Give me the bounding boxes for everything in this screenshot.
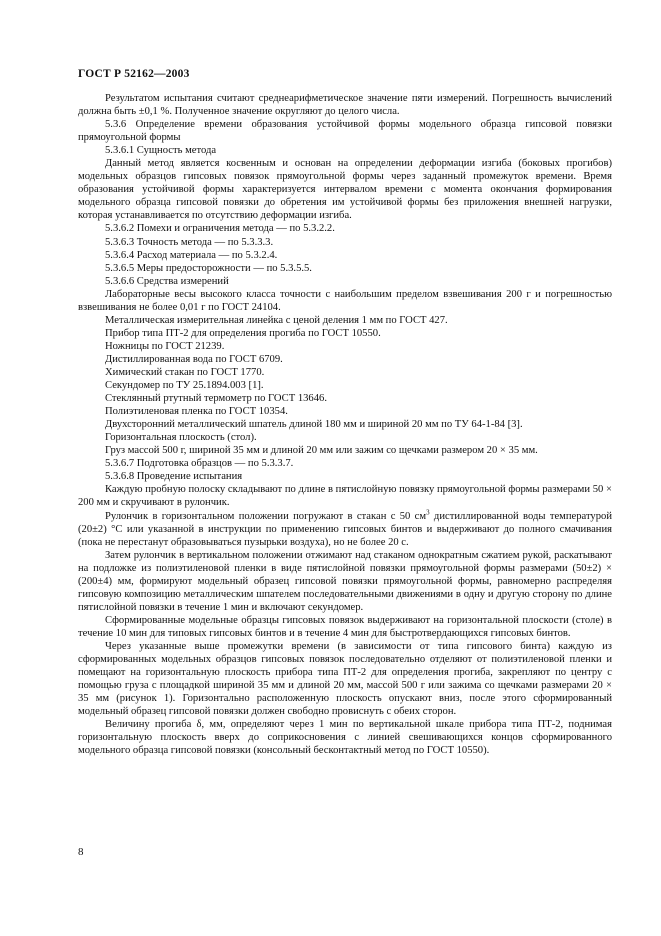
page-number: 8	[78, 846, 84, 858]
subsection-heading: 5.3.6.5 Меры предосторожности — по 5.3.5.5.	[105, 262, 312, 274]
section-heading: 5.3.6 Определение времени образования устойчивой формы модельного образца гипсовой повязки прямоугольной формы	[78, 119, 612, 144]
equipment-item: Химический стакан по ГОСТ 1770.	[105, 366, 265, 378]
equipment-item: Груз массой 500 г, шириной 35 мм и длиной 20 мм или зажим со щечками размером 20 × 35 мм.	[105, 445, 538, 457]
subsection-heading: 5.3.6.3 Точность метода — по 5.3.3.3.	[105, 236, 274, 248]
equipment-item: Ножницы по ГОСТ 21239.	[105, 340, 225, 352]
equipment-item: Горизонтальная плоскость (стол).	[105, 432, 257, 444]
equipment-item: Лабораторные весы высокого класса точности с наибольшим пределом взвешивания 200 г и погрешностью взвешивания не более 0,01 г по ГОСТ 24104.	[78, 288, 612, 313]
water-text-before: Рулончик в горизонтальном положении погружают в стакан с 50 см	[105, 510, 427, 522]
procedure-paragraph: Величину прогиба δ, мм, определяют через 1 мин по вертикальной шкале прибора типа ПТ-2, поднимая горизонтальную плоскость вверх до соприкосновения с линией свешивающихся концов сформированного модельного образца гипсовой повязки (консольный бесконтактный метод по ГОСТ 10550).	[78, 719, 612, 757]
equipment-item: Секундомер по ТУ 25.1894.003 [1].	[105, 380, 264, 392]
subsection-heading: 5.3.6.4 Расход материала — по 5.3.2.4.	[105, 249, 278, 261]
equipment-item: Полиэтиленовая пленка по ГОСТ 10354.	[105, 406, 288, 418]
paragraph-result: Результатом испытания считают среднеарифметическое значение пяти измерений. Погрешность вычислений должна быть ±0,1 %. Полученное значение округляют до целого числа.	[78, 93, 612, 118]
water-text-after: дистиллированной воды температурой (20±2) °С или указанной в инструкции по применению гипсовых бинтов и выдерживают до полного смачивания (пока не перестанут образовываться пузырьки воздуха), но не более 20 с.	[78, 510, 612, 548]
subsection-heading: 5.3.6.8 Проведение испытания	[105, 471, 243, 483]
document-body	[78, 92, 612, 757]
subsection-heading: 5.3.6.1 Сущность метода	[105, 145, 217, 157]
procedure-paragraph-water	[78, 507, 612, 549]
equipment-item: Стеклянный ртутный термометр по ГОСТ 13646.	[105, 393, 327, 405]
procedure-paragraph: Сформированные модельные образцы гипсовых повязок выдерживают на горизонтальной плоскости (столе) в течение 10 мин для типовых гипсовых бинтов и в течение 4 мин для быстротвердающихся гипсовых бинтов.	[78, 614, 612, 639]
subsection-heading: 5.3.6.6 Средства измерений	[105, 275, 229, 287]
equipment-item: Дистиллированная вода по ГОСТ 6709.	[105, 353, 283, 365]
subsection-heading: 5.3.6.2 Помехи и ограничения метода — по 5.3.2.2.	[105, 223, 335, 235]
equipment-item: Металлическая измерительная линейка с ценой деления 1 мм по ГОСТ 427.	[105, 314, 448, 326]
procedure-paragraph: Затем рулончик в вертикальном положении отжимают над стаканом однократным сжатием рукой, раскатывают на подложке из полиэтиленовой пленки в виде пятислойной повязки прямоугольной формы размерами (50±2) × (200±4) мм, формируют модельный образец гипсовой повязки прямоугольной формы, равномерно распределяя гипсовую композицию металлическим шпателем последовательными движениями в одну и другую сторону по длине пятислойной повязки в течение 1 мин и включают секундомер.	[78, 549, 612, 613]
procedure-paragraph: Каждую пробную полоску складывают по длине в пятислойную повязку прямоугольной формы размерами 50 × 200 мм и скручивают в рулончик.	[78, 484, 612, 509]
subsection-heading: 5.3.6.7 Подготовка образцов — по 5.3.3.7.	[105, 458, 294, 470]
equipment-item: Прибор типа ПТ-2 для определения прогиба по ГОСТ 10550.	[105, 327, 381, 339]
document-header: ГОСТ Р 52162—2003	[78, 68, 190, 80]
paragraph-method: Данный метод является косвенным и основан на определении деформации изгиба (боковых прогибов) модельных образцов гипсовых повязок прямоугольной формы через заданный промежуток времени. Время образования устойчивой формы характеризуется интервалом времени с момента окончания формирования модельного образца гипсовой повязки до обретения им устойчивой формы без приложения внешней нагрузки, которая устанавливается по отсутствию деформации изгиба.	[78, 158, 612, 222]
equipment-item: Двухсторонний металлический шпатель длиной 180 мм и шириной 20 мм по ТУ 64-1-84 [3].	[105, 419, 523, 431]
cubic-superscript: 3	[426, 507, 430, 516]
procedure-paragraph: Через указанные выше промежутки времени (в зависимости от типа гипсового бинта) каждую из сформированных модельных образцов гипсовых повязок последовательно отделяют от полиэтиленовой пленки и помещают на горизонтальную плоскость прибора типа ПТ-2 для определения прогиба, закрепляют по центру с помощью груза с площадкой шириной 35 мм и длиной 20 мм, массой 500 г или зажима со щечками размерами 20 × 35 мм (рисунок 1). Горизонтально расположенную плоскость опускают вниз, после этого сформированный модельный образец гипсовой повязки должен свободно провиснуть с обеих сторон.	[78, 640, 612, 718]
